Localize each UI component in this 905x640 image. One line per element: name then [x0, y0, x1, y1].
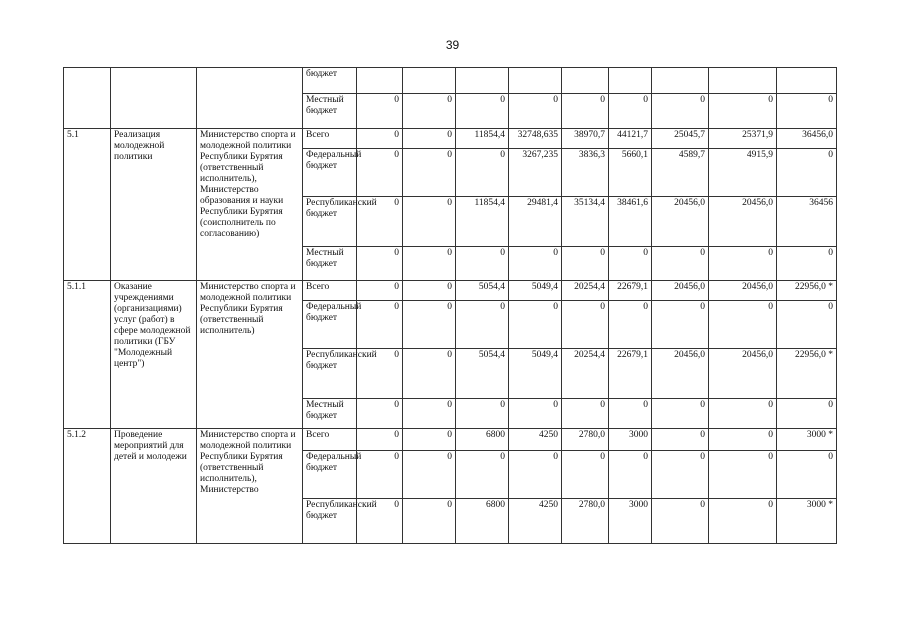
value-cell: 0 — [357, 499, 403, 544]
funding-source: Всего — [303, 129, 357, 149]
value-cell: 0 — [652, 451, 709, 499]
value-cell: 0 — [357, 94, 403, 129]
value-cell: 5660,1 — [609, 149, 652, 197]
value-cell: 4250 — [509, 429, 562, 451]
value-cell: 0 — [709, 429, 777, 451]
value-cell: 6800 — [456, 429, 509, 451]
value-cell: 22679,1 — [609, 349, 652, 399]
funding-source: Республиканский бюджет — [303, 349, 357, 399]
row-executor — [197, 68, 303, 129]
value-cell: 0 — [357, 451, 403, 499]
value-cell: 0 — [609, 451, 652, 499]
funding-source: Федеральный бюджет — [303, 301, 357, 349]
value-cell: 3000 * — [777, 499, 837, 544]
value-cell: 0 — [609, 301, 652, 349]
row-name — [111, 68, 197, 129]
value-cell: 0 — [562, 94, 609, 129]
value-cell: 11854,4 — [456, 197, 509, 247]
value-cell: 44121,7 — [609, 129, 652, 149]
value-cell: 0 — [403, 94, 456, 129]
value-cell: 36456,0 — [777, 129, 837, 149]
value-cell: 0 — [403, 247, 456, 281]
value-cell: 0 — [357, 281, 403, 301]
value-cell: 0 — [609, 399, 652, 429]
value-cell: 20456,0 — [652, 281, 709, 301]
value-cell: 0 — [709, 499, 777, 544]
value-cell: 0 — [403, 499, 456, 544]
value-cell: 22679,1 — [609, 281, 652, 301]
value-cell: 0 — [509, 94, 562, 129]
row-code: 5.1.1 — [64, 281, 111, 429]
value-cell: 0 — [509, 451, 562, 499]
value-cell: 0 — [357, 247, 403, 281]
value-cell: 3000 — [609, 499, 652, 544]
value-cell: 0 — [403, 197, 456, 247]
value-cell: 0 — [403, 399, 456, 429]
value-cell: 3267,235 — [509, 149, 562, 197]
value-cell — [403, 68, 456, 94]
value-cell: 0 — [456, 451, 509, 499]
value-cell: 0 — [777, 94, 837, 129]
value-cell: 2780,0 — [562, 499, 609, 544]
value-cell: 0 — [456, 94, 509, 129]
table-row — [64, 429, 837, 451]
value-cell: 0 — [357, 301, 403, 349]
row-executor: Министерство спорта и молодежной политики Республики Бурятия (ответственный исполнитель) — [197, 281, 303, 429]
value-cell: 0 — [403, 281, 456, 301]
row-name: Оказание учреждениями (организациями) услуг (работ) в сфере молодежной политики (ГБУ "Молодежный центр") — [111, 281, 197, 429]
value-cell: 0 — [562, 451, 609, 499]
value-cell: 22956,0 * — [777, 349, 837, 399]
funding-source: Всего — [303, 281, 357, 301]
value-cell: 5049,4 — [509, 281, 562, 301]
value-cell: 22956,0 * — [777, 281, 837, 301]
value-cell: 3000 — [609, 429, 652, 451]
row-code: 5.1.2 — [64, 429, 111, 544]
value-cell — [509, 68, 562, 94]
value-cell — [609, 68, 652, 94]
value-cell: 0 — [709, 399, 777, 429]
value-cell: 0 — [509, 301, 562, 349]
value-cell: 3000 * — [777, 429, 837, 451]
funding-source: Местный бюджет — [303, 94, 357, 129]
table-row — [64, 129, 837, 149]
table-row — [64, 68, 837, 94]
value-cell — [709, 68, 777, 94]
funding-source: Федеральный бюджет — [303, 451, 357, 499]
value-cell: 0 — [456, 149, 509, 197]
value-cell: 29481,4 — [509, 197, 562, 247]
value-cell: 0 — [652, 399, 709, 429]
value-cell: 5054,4 — [456, 349, 509, 399]
value-cell: 0 — [456, 301, 509, 349]
value-cell: 5049,4 — [509, 349, 562, 399]
value-cell: 0 — [652, 499, 709, 544]
funding-source: Местный бюджет — [303, 247, 357, 281]
value-cell: 0 — [709, 301, 777, 349]
row-code: 5.1 — [64, 129, 111, 281]
funding-source: Республиканский бюджет — [303, 197, 357, 247]
value-cell: 0 — [456, 399, 509, 429]
row-name: Реализация молодежной политики — [111, 129, 197, 281]
value-cell: 0 — [403, 301, 456, 349]
value-cell: 0 — [777, 149, 837, 197]
row-executor: Министерство спорта и молодежной политики Республики Бурятия (ответственный исполнитель), Министерство — [197, 429, 303, 544]
value-cell: 38970,7 — [562, 129, 609, 149]
value-cell: 0 — [652, 247, 709, 281]
value-cell: 20456,0 — [709, 349, 777, 399]
funding-source: Местный бюджет — [303, 399, 357, 429]
row-executor: Министерство спорта и молодежной политики Республики Бурятия (ответственный исполнитель), Министерство образования и науки Республики Бурятия (соисполнитель по согласованию) — [197, 129, 303, 281]
value-cell: 2780,0 — [562, 429, 609, 451]
value-cell: 0 — [509, 399, 562, 429]
budget-table — [63, 67, 837, 544]
value-cell: 0 — [357, 399, 403, 429]
value-cell — [562, 68, 609, 94]
value-cell: 0 — [403, 429, 456, 451]
value-cell: 0 — [357, 197, 403, 247]
value-cell: 0 — [357, 429, 403, 451]
value-cell: 0 — [777, 247, 837, 281]
value-cell: 20456,0 — [709, 197, 777, 247]
value-cell — [456, 68, 509, 94]
value-cell: 4915,9 — [709, 149, 777, 197]
value-cell: 0 — [652, 94, 709, 129]
value-cell: 38461,6 — [609, 197, 652, 247]
value-cell: 0 — [709, 247, 777, 281]
value-cell: 20254,4 — [562, 281, 609, 301]
value-cell: 6800 — [456, 499, 509, 544]
value-cell: 0 — [509, 247, 562, 281]
value-cell — [777, 68, 837, 94]
funding-source: Федеральный бюджет — [303, 149, 357, 197]
value-cell: 3836,3 — [562, 149, 609, 197]
value-cell: 0 — [562, 301, 609, 349]
value-cell: 0 — [403, 349, 456, 399]
value-cell: 0 — [456, 247, 509, 281]
value-cell: 0 — [652, 429, 709, 451]
value-cell: 0 — [709, 451, 777, 499]
value-cell: 0 — [357, 129, 403, 149]
value-cell — [652, 68, 709, 94]
value-cell: 0 — [652, 301, 709, 349]
table-row — [64, 281, 837, 301]
value-cell: 0 — [403, 149, 456, 197]
value-cell: 0 — [357, 149, 403, 197]
value-cell: 0 — [609, 94, 652, 129]
value-cell: 35134,4 — [562, 197, 609, 247]
value-cell: 0 — [777, 301, 837, 349]
value-cell: 0 — [403, 451, 456, 499]
value-cell: 0 — [357, 349, 403, 399]
row-code — [64, 68, 111, 129]
value-cell: 32748,635 — [509, 129, 562, 149]
funding-source: Республиканский бюджет — [303, 499, 357, 544]
value-cell: 5054,4 — [456, 281, 509, 301]
value-cell: 0 — [777, 451, 837, 499]
value-cell: 25045,7 — [652, 129, 709, 149]
value-cell: 0 — [403, 129, 456, 149]
value-cell: 0 — [562, 247, 609, 281]
value-cell: 11854,4 — [456, 129, 509, 149]
value-cell: 20456,0 — [652, 197, 709, 247]
value-cell: 25371,9 — [709, 129, 777, 149]
value-cell: 36456 — [777, 197, 837, 247]
value-cell: 0 — [777, 399, 837, 429]
row-name: Проведение мероприятий для детей и молодежи — [111, 429, 197, 544]
value-cell: 4589,7 — [652, 149, 709, 197]
value-cell: 20456,0 — [709, 281, 777, 301]
value-cell: 20254,4 — [562, 349, 609, 399]
page-number: 39 — [445, 38, 460, 52]
funding-source: Всего — [303, 429, 357, 451]
value-cell — [357, 68, 403, 94]
funding-source: бюджет — [303, 68, 357, 94]
value-cell: 0 — [709, 94, 777, 129]
value-cell: 20456,0 — [652, 349, 709, 399]
value-cell: 4250 — [509, 499, 562, 544]
value-cell: 0 — [609, 247, 652, 281]
value-cell: 0 — [562, 399, 609, 429]
